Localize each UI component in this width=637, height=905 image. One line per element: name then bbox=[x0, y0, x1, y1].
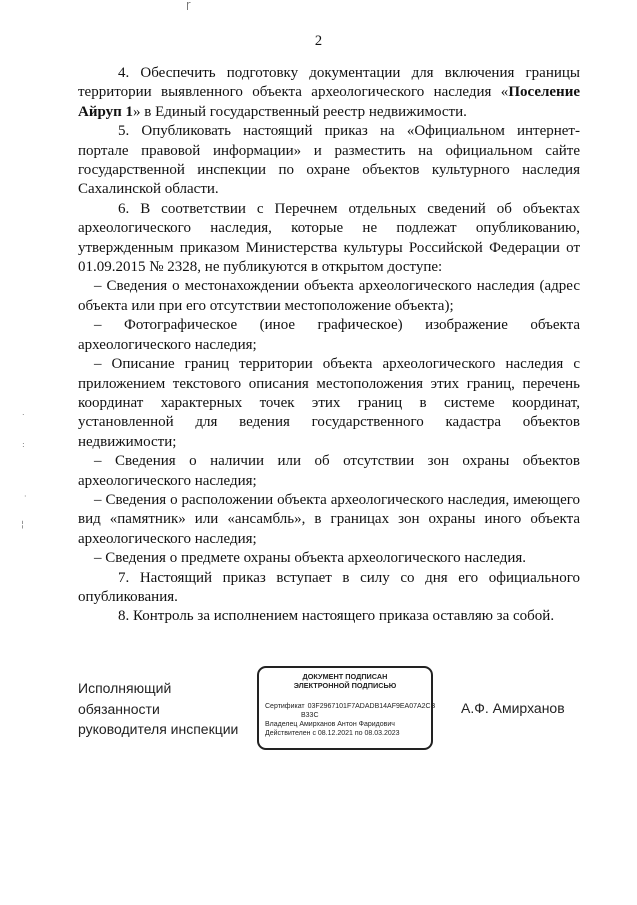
scan-artifact-mark: . bbox=[22, 408, 25, 417]
list-item: – Сведения о местонахождении объекта археологического наследия (адрес объекта или при его отсутствии местоположение объекта); bbox=[78, 278, 580, 314]
stamp-certificate: Сертификат 03F2967101F7ADADB14AF9EA07A2CB B33C bbox=[265, 703, 436, 719]
electronic-signature-stamp bbox=[257, 666, 436, 750]
list-item: – Сведения о предмете охраны объекта археологического наследия. bbox=[94, 550, 527, 567]
list-item: – Описание границ территории объекта археологического наследия с приложением текстового описания местоположения этих границ, перечень координат характерных точек этих границ в системе координат, установленной для ведения государственного кадастра объектов недвижимости; bbox=[78, 356, 580, 450]
signer-name: А.Ф. Амирханов bbox=[461, 700, 565, 716]
page-number: 2 bbox=[314, 33, 323, 49]
scan-artifact-mark: ¦ bbox=[21, 520, 25, 530]
paragraph-7: 7. Настоящий приказ вступает в силу со дня его официального опубликования. bbox=[78, 569, 580, 605]
scan-artifact-mark: ɼ bbox=[186, 0, 191, 11]
list-item: – Сведения о расположении объекта археологического наследия, имеющего вид «памятник» или «ансамбль», в границах зон охраны иного объекта археологического наследия; bbox=[78, 491, 580, 547]
scan-artifact-mark: · bbox=[24, 492, 27, 501]
paragraph-6: 6. В соответствии с Перечнем отдельных сведений об объектах археологического наследия, которые не подлежат опубликованию, утвержденным приказом Министерства культуры Российской Федерации от 01.09.2015 № 2328, не публикуются в открытом доступе: bbox=[78, 200, 580, 276]
paragraph-4: 4. Обеспечить подготовку документации для включения границы территории выявленного объекта археологического наследия «Поселение Айруп 1» в Единый государственный реестр недвижимости. bbox=[78, 65, 580, 120]
object-name: Поселение Айруп 1 bbox=[78, 84, 580, 120]
paragraph-8: 8. Контроль за исполнением настоящего приказа оставляю за собой. bbox=[118, 608, 555, 625]
list-item: – Сведения о наличии или об отсутствии зон охраны объектов археологического наследия; bbox=[78, 453, 580, 489]
list-item: – Фотографическое (иное графическое) изображение объекта археологического наследия; bbox=[78, 317, 580, 353]
scan-artifact-mark: : bbox=[22, 440, 25, 449]
stamp-heading: ДОКУМЕНТ ПОДПИСАН ЭЛЕКТРОННОЙ ПОДПИСЬЮ bbox=[293, 672, 397, 690]
paragraph-5: 5. Опубликовать настоящий приказ на «Официальном интернет-портале правовой информации» и разместить на официальном сайте государственной инспекции по охране объектов культурного наследия Сахалинской области. bbox=[78, 123, 580, 198]
signature-block bbox=[0, 666, 637, 776]
signer-title: Исполняющий обязанности руководителя инспекции bbox=[78, 680, 239, 737]
stamp-owner: Владелец Амирханов Антон Фаридович bbox=[265, 721, 395, 728]
stamp-validity: Действителен с 08.12.2021 по 08.03.2023 bbox=[265, 730, 400, 737]
document-body bbox=[78, 64, 580, 627]
